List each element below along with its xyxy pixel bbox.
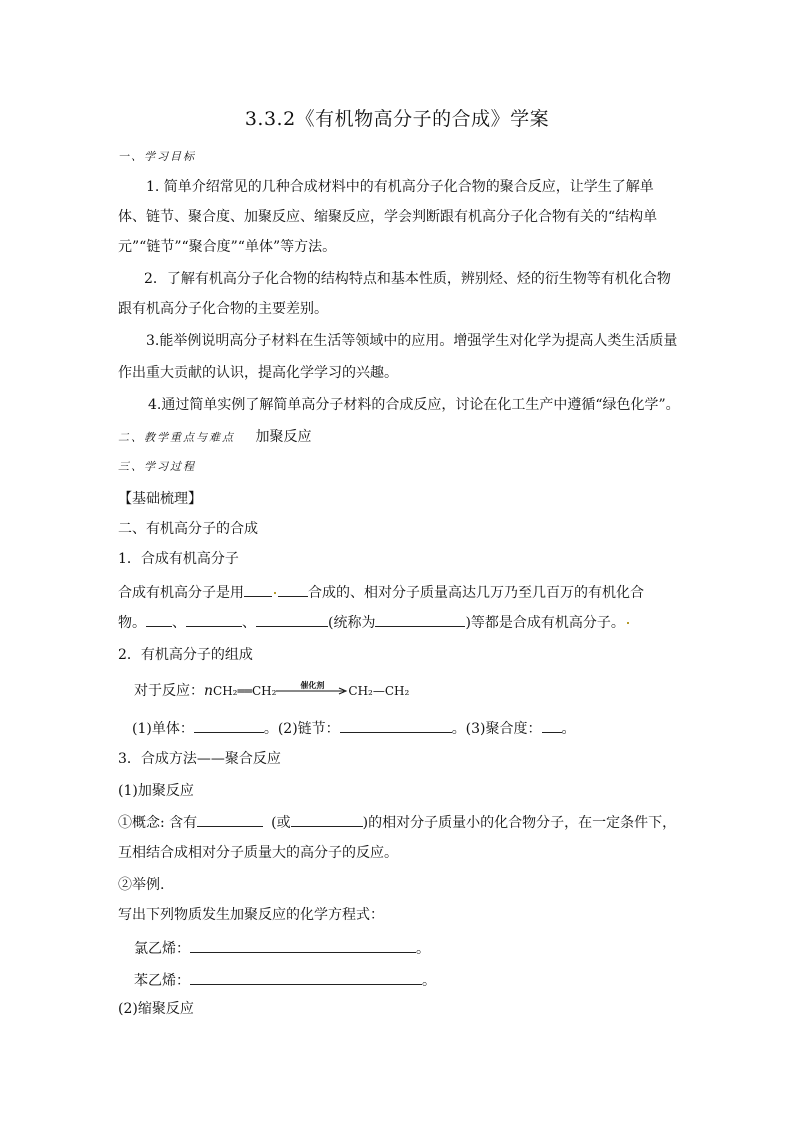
text-fragment: 、 bbox=[172, 615, 186, 631]
goal-3-line-2: 作出重大贡献的认识，提高化学学习的兴趣。 bbox=[118, 365, 398, 381]
question-monomer: (1)单体： bbox=[132, 721, 194, 737]
example-heading: ②举例. bbox=[118, 877, 165, 893]
text-fragment: 。 bbox=[422, 973, 436, 989]
question-degree: 。(3)聚合度： bbox=[451, 721, 542, 737]
blank-field[interactable] bbox=[197, 812, 263, 827]
goal-1-line-1: 1. 简单介绍常见的几种合成材料中的有机高分子化合物的聚合反应，让学生了解单 bbox=[146, 179, 654, 195]
reaction-reactant: CH₂══CH₂ bbox=[213, 684, 277, 698]
concept-line-2: 互相结合成相对分子质量大的高分子的反应。 bbox=[118, 845, 398, 861]
key-points-heading: 二、教学重点与难点 bbox=[118, 431, 235, 444]
blank-field[interactable] bbox=[291, 812, 363, 827]
blank-field[interactable] bbox=[194, 718, 264, 733]
method-heading: 3．合成方法——聚合反应 bbox=[118, 751, 281, 767]
reaction-arrow bbox=[276, 682, 348, 700]
blank-field[interactable] bbox=[146, 612, 172, 627]
reaction-n: n bbox=[204, 683, 214, 699]
synthesis-sentence-2 bbox=[118, 612, 631, 632]
text-fragment: 合成有机高分子是用 bbox=[118, 585, 244, 601]
composition-heading: 2．有机高分子的组成 bbox=[118, 647, 253, 663]
text-fragment: (或 bbox=[271, 815, 291, 831]
example-vinyl-chloride bbox=[134, 938, 430, 958]
text-fragment: (统称为 bbox=[328, 615, 376, 631]
blank-field[interactable] bbox=[190, 938, 416, 953]
section-learning-goals: 一、学习目标 bbox=[118, 150, 196, 163]
section-learning-process: 三、学习过程 bbox=[118, 460, 196, 473]
write-instruction: 写出下列物质发生加聚反应的化学方程式： bbox=[118, 907, 384, 923]
section-key-points bbox=[118, 428, 311, 447]
reaction-product bbox=[348, 684, 409, 698]
catalyst-label: 催化剂 bbox=[300, 680, 325, 690]
text-fragment: 。 bbox=[416, 941, 430, 957]
synthesis-sentence-1 bbox=[118, 582, 644, 602]
synthesis-subheading-1: 1．合成有机高分子 bbox=[118, 551, 239, 567]
reaction-equation bbox=[134, 682, 409, 700]
text-fragment: )的相对分子质量小的化合物分子，在一定条件下， bbox=[362, 815, 677, 831]
blank-field[interactable] bbox=[186, 612, 242, 627]
text-fragment: 。 bbox=[561, 721, 576, 737]
addition-polymerization-heading: (1)加聚反应 bbox=[118, 783, 194, 799]
blank-field[interactable] bbox=[190, 970, 422, 985]
reaction-prefix: 对于反应： bbox=[134, 683, 204, 699]
key-points-value: 加聚反应 bbox=[255, 429, 312, 445]
basic-review-heading: 【基础梳理】 bbox=[118, 491, 202, 507]
blank-field[interactable] bbox=[340, 718, 452, 733]
composition-questions bbox=[132, 718, 576, 738]
goal-1-line-2: 体、链节、聚合度、加聚反应、缩聚反应，学会判断跟有机高分子化合物有关的“结构单 bbox=[118, 209, 658, 225]
product-unit: CH₂—CH₂ bbox=[348, 684, 410, 698]
arrow-icon bbox=[276, 686, 348, 696]
text-fragment: 物。 bbox=[118, 615, 146, 631]
styrene-label: 苯乙烯： bbox=[134, 973, 190, 989]
text-fragment: 合成的、相对分子质量高达几万乃至几百万的有机化合 bbox=[308, 585, 644, 601]
text-fragment: 、 bbox=[242, 615, 256, 631]
goal-2-line-1: 2．了解有机高分子化合物的结构特点和基本性质，辨别烃、烃的衍生物等有机化合物 bbox=[144, 271, 671, 287]
dot-mark bbox=[274, 592, 276, 594]
text-fragment: )等都是合成有机高分子。 bbox=[465, 615, 625, 631]
blank-field[interactable] bbox=[542, 718, 562, 733]
blank-field[interactable] bbox=[278, 582, 308, 597]
question-chain-unit: 。(2)链节： bbox=[263, 721, 340, 737]
example-styrene bbox=[134, 970, 436, 990]
page-title: 3.3.2《有机物高分子的合成》学案 bbox=[244, 108, 550, 130]
text-fragment: ①概念: 含有 bbox=[118, 815, 198, 831]
goal-4: 4.通过简单实例了解简单高分子材料的合成反应，讨论在化工生产中遵循“绿色化学”。 bbox=[148, 397, 680, 413]
dot-mark bbox=[627, 622, 629, 624]
goal-1-line-3: 元”“链节”“聚合度”“单体”等方法。 bbox=[118, 239, 337, 255]
goal-3-line-1: 3.能举例说明高分子材料在生活等领域中的应用。增强学生对化学为提高人类生活质量 bbox=[146, 333, 678, 349]
concept-line-1 bbox=[118, 812, 676, 832]
blank-field[interactable] bbox=[256, 612, 328, 627]
blank-field[interactable] bbox=[244, 582, 272, 597]
blank-field[interactable] bbox=[375, 612, 465, 627]
condensation-heading: (2)缩聚反应 bbox=[118, 1001, 194, 1017]
goal-2-line-2: 跟有机高分子化合物的主要差别。 bbox=[118, 301, 328, 317]
synthesis-heading: 二、有机高分子的合成 bbox=[118, 521, 258, 537]
vinyl-chloride-label: 氯乙烯： bbox=[134, 941, 190, 957]
